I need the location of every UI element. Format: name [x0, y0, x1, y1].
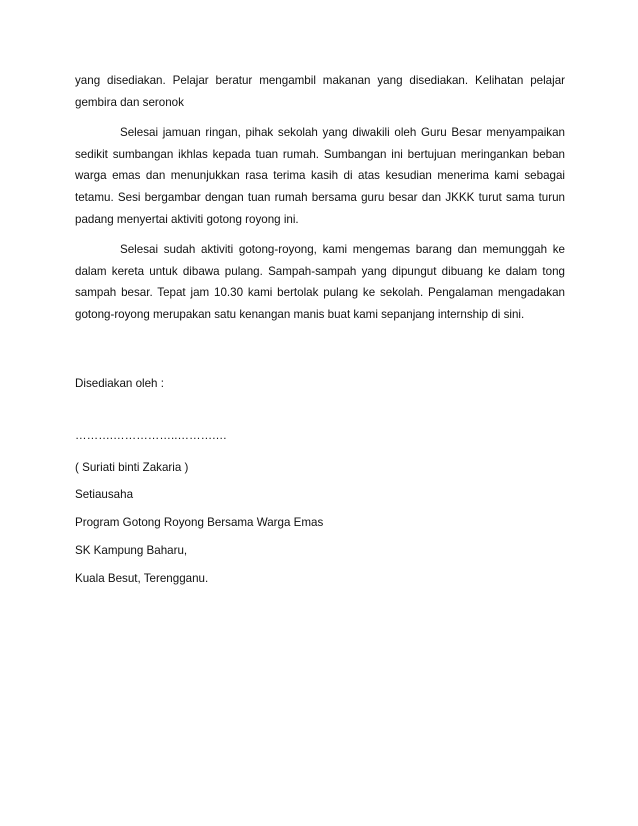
program-name: Program Gotong Royong Bersama Warga Emas	[75, 516, 324, 529]
signatory-name: ( Suriati binti Zakaria )	[75, 461, 189, 474]
school-location: Kuala Besut, Terengganu.	[75, 572, 209, 585]
school-name: SK Kampung Baharu,	[75, 544, 188, 557]
signature-line: ……….……………..……….…	[75, 429, 228, 442]
paragraph-continuation: yang disediakan. Pelajar beratur mengambil makanan yang disediakan. Kelihatan pelajar gembira dan seronok	[75, 74, 565, 109]
prepared-by-label: Disediakan oleh :	[75, 377, 164, 390]
signatory-position: Setiausaha	[75, 488, 134, 501]
paragraph-closing: Selesai sudah aktiviti gotong-royong, kami mengemas barang dan memunggah ke dalam kereta untuk dibawa pulang. Sampah-sampah yang dipungut dibuang ke dalam tong sampah besar. Tepat jam 10.30 kami bertolak pulang ke sekolah. Pengalaman mengadakan gotong-royong merupakan satu kenangan manis buat kami sepanjang internship di sini.	[75, 243, 565, 321]
paragraph-donation: Selesai jamuan ringan, pihak sekolah yang diwakili oleh Guru Besar menyampaikan sedikit sumbangan ikhlas kepada tuan rumah. Sumbangan ini bertujuan meringankan beban warga emas dan menunjukkan rasa terima kasih di atas kesudian menerima kami sebagai tetamu. Sesi bergambar dengan tuan rumah bersama guru besar dan JKKK turut sama turun padang menyertai aktiviti gotong royong ini.	[75, 126, 565, 226]
document-body	[75, 70, 565, 326]
